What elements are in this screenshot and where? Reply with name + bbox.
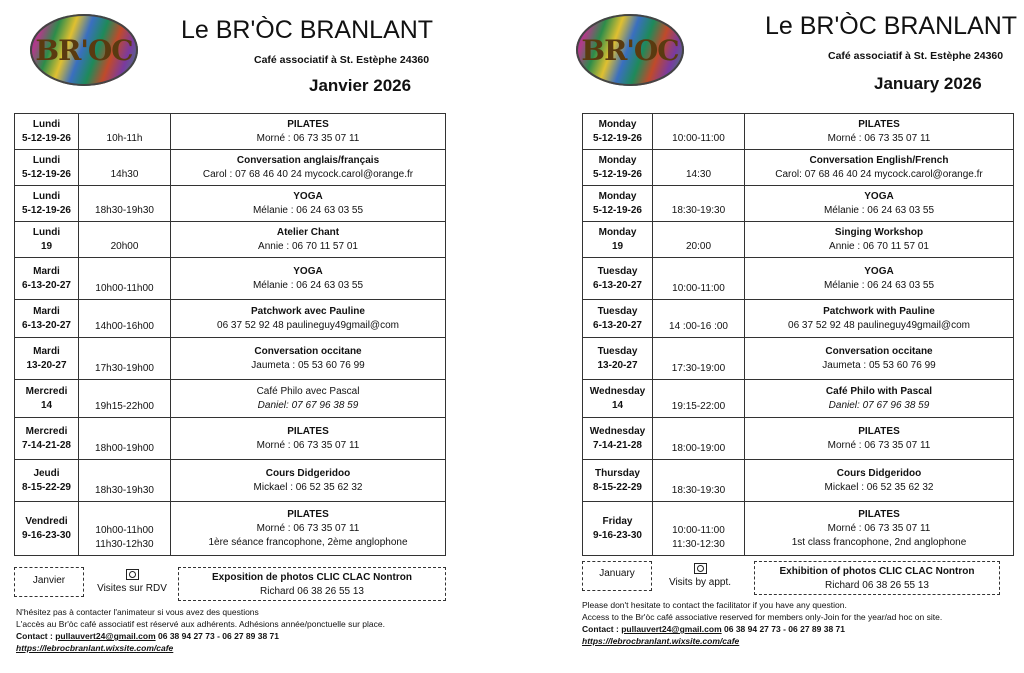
activity-name: YOGA — [864, 265, 894, 277]
day-name: Wednesday — [589, 385, 646, 397]
expo-contact: Richard 06 38 26 55 13 — [825, 580, 929, 591]
day-cell — [15, 222, 79, 258]
time-cell — [653, 186, 745, 222]
cafe-subtitle: Café associatif à St. Estèphe 24360 — [828, 50, 1004, 62]
activity-contact: 06 37 52 92 48 paulineguy49gmail@com — [217, 319, 399, 331]
day-dates: 7-14-21-28 — [22, 439, 71, 451]
time-slot: 19h15-22h00 — [95, 401, 154, 412]
day-dates: 5-12-19-26 — [22, 168, 71, 180]
day-dates: 6-13-20-27 — [22, 279, 71, 291]
activity-cell — [745, 380, 1014, 418]
day-cell — [15, 300, 79, 338]
activity-cell — [171, 460, 446, 502]
activity-cell — [171, 502, 446, 556]
day-cell — [15, 338, 79, 380]
activity-name: PILATES — [858, 118, 900, 130]
day-name: Tuesday — [597, 345, 638, 357]
time-cell — [79, 186, 171, 222]
time-cell — [79, 418, 171, 460]
expo-visits-text: Visits by appt. — [668, 577, 732, 588]
activity-contact: Jaumeta : 05 53 60 76 99 — [251, 359, 365, 371]
day-dates: 6-13-20-27 — [593, 319, 642, 331]
activity-name: Conversation English/French — [809, 154, 949, 166]
camera-icon — [694, 563, 707, 574]
day-name: Wednesday — [589, 425, 646, 437]
contact-phones: 06 38 94 27 73 - 06 27 89 38 71 — [158, 631, 279, 641]
time-cell — [653, 150, 745, 186]
schedule-table — [14, 113, 446, 556]
day-cell — [583, 150, 653, 186]
day-name: Mardi — [33, 345, 60, 357]
activity-contact: Morné : 06 73 35 07 11 — [827, 132, 931, 144]
expo-visits — [656, 560, 744, 588]
activity-contact: Carol: 07 68 46 40 24 mycock.carol@orange.fr — [775, 168, 983, 180]
activity-cell — [745, 186, 1014, 222]
activity-cell — [171, 300, 446, 338]
logo-text: BR'OC — [35, 34, 133, 67]
footer-contact — [16, 630, 385, 642]
logo-text: BR'OC — [581, 34, 679, 67]
day-dates: 6-13-20-27 — [593, 279, 642, 291]
activity-cell — [171, 338, 446, 380]
day-name: Thursday — [594, 467, 640, 479]
day-name: Lundi — [32, 190, 61, 202]
activity-contact: Morné : 06 73 35 07 11 — [256, 439, 360, 451]
activity-contact: Daniel: 07 67 96 38 59 — [828, 399, 930, 411]
time-slot: 10:00-11:00 — [672, 525, 725, 536]
time-slot: 10:00-11:00 — [672, 283, 725, 294]
day-dates: 19 — [40, 240, 53, 252]
expo-month-box — [14, 567, 84, 597]
day-cell — [15, 380, 79, 418]
schedule-row — [15, 460, 446, 502]
contact-label: Contact : — [16, 631, 53, 641]
time-cell — [79, 258, 171, 300]
time-slot: 17:30-19:00 — [671, 363, 726, 374]
day-name: Monday — [598, 226, 637, 238]
expo-title: Exhibition of photos CLIC CLAC Nontron — [779, 566, 975, 577]
month-title: Janvier 2026 — [309, 76, 412, 95]
flyer-english — [566, 0, 1024, 673]
schedule-row — [583, 222, 1014, 258]
schedule-row — [15, 114, 446, 150]
day-name: Monday — [598, 118, 637, 130]
activity-name: YOGA — [864, 190, 894, 202]
activity-cell — [745, 418, 1014, 460]
day-dates: 5-12-19-26 — [593, 204, 642, 216]
activity-name: Patchwork with Pauline — [823, 305, 935, 317]
time-cell — [653, 418, 745, 460]
activity-name: PILATES — [287, 425, 329, 437]
day-cell — [583, 222, 653, 258]
day-cell — [583, 186, 653, 222]
day-name: Lundi — [32, 154, 61, 166]
schedule-row — [15, 186, 446, 222]
time-slot: 18:30-19:30 — [671, 205, 726, 216]
time-cell — [79, 300, 171, 338]
activity-name: Cours Didgeridoo — [265, 467, 351, 479]
time-cell — [79, 380, 171, 418]
activity-contact: Annie : 06 70 11 57 01 — [258, 240, 358, 252]
expo-title: Exposition de photos CLIC CLAC Nontron — [212, 572, 412, 583]
time-slot: 10h-11h — [106, 133, 143, 144]
day-dates: 8-15-22-29 — [22, 481, 71, 493]
time-cell — [79, 460, 171, 502]
activity-cell — [171, 150, 446, 186]
time-slot: 10h00-11h00 — [95, 283, 154, 294]
activity-cell — [171, 186, 446, 222]
time-slot: 17h30-19h00 — [95, 363, 154, 374]
time-slot: 18:00-19:00 — [671, 443, 726, 454]
time-cell — [653, 380, 745, 418]
cafe-subtitle: Café associatif à St. Estèphe 24360 — [254, 54, 430, 66]
time-cell — [79, 150, 171, 186]
time-cell — [653, 300, 745, 338]
schedule-row — [583, 258, 1014, 300]
time-cell — [79, 114, 171, 150]
footer-line1: N'hésitez pas à contacter l'animateur si vous avez des questions — [16, 607, 259, 617]
schedule-row — [15, 300, 446, 338]
activity-cell — [171, 418, 446, 460]
day-name: Monday — [598, 154, 637, 166]
schedule-row — [583, 460, 1014, 502]
day-cell — [15, 114, 79, 150]
day-dates: 14 — [611, 399, 624, 411]
day-dates: 5-12-19-26 — [593, 168, 642, 180]
activity-contact: Morné : 06 73 35 07 11 — [256, 522, 360, 534]
time-cell — [653, 460, 745, 502]
website-link[interactable]: https://lebrocbranlant.wixsite.com/cafe — [582, 636, 740, 646]
time-slot: 19:15-22:00 — [671, 401, 726, 412]
activity-name: Café Philo with Pascal — [825, 385, 933, 397]
day-name: Friday — [602, 515, 633, 527]
expo-visits — [90, 566, 174, 594]
activity-cell — [171, 114, 446, 150]
contact-email[interactable]: pullauvert24@gmail.com — [621, 624, 722, 634]
day-cell — [583, 114, 653, 150]
activity-cell — [745, 150, 1014, 186]
day-name: Mardi — [33, 305, 60, 317]
activity-name: Singing Workshop — [834, 226, 924, 238]
time-cell — [79, 338, 171, 380]
activity-name: PILATES — [287, 508, 329, 520]
day-dates: 13-20-27 — [26, 359, 67, 371]
day-dates: 6-13-20-27 — [22, 319, 71, 331]
time-cell — [653, 338, 745, 380]
time-slot: 18:30-19:30 — [671, 485, 726, 496]
expo-month: Janvier — [32, 575, 66, 586]
schedule-row — [583, 150, 1014, 186]
time-slot: 10:00-11:00 — [672, 133, 725, 144]
day-dates: 5-12-19-26 — [593, 132, 642, 144]
footer — [16, 606, 385, 654]
flyer-french — [0, 0, 466, 673]
schedule-row — [15, 258, 446, 300]
camera-icon — [126, 569, 139, 580]
time-cell — [653, 222, 745, 258]
schedule-row — [583, 114, 1014, 150]
day-dates: 8-15-22-29 — [593, 481, 642, 493]
schedule-row — [15, 338, 446, 380]
day-dates: 5-12-19-26 — [22, 132, 71, 144]
activity-cell — [745, 300, 1014, 338]
footer-contact — [582, 623, 942, 635]
activity-contact: Morné : 06 73 35 07 11 — [256, 132, 360, 144]
activity-cell — [745, 114, 1014, 150]
activity-name: Atelier Chant — [276, 226, 340, 238]
activity-note: 1ère séance francophone, 2ème anglophone — [208, 536, 408, 548]
time-slot-2: 11:30-12:30 — [672, 539, 725, 550]
time-slot: 18h30-19h30 — [95, 205, 154, 216]
activity-name: YOGA — [293, 265, 323, 277]
activity-cell — [745, 502, 1014, 556]
schedule-row — [583, 186, 1014, 222]
time-slot: 14 :00-16 :00 — [669, 321, 728, 332]
day-dates: 9-16-23-30 — [593, 529, 642, 541]
day-name: Monday — [598, 190, 637, 202]
activity-cell — [745, 338, 1014, 380]
time-slot: 18h30-19h30 — [95, 485, 154, 496]
contact-label: Contact : — [582, 624, 619, 634]
time-slot: 14:30 — [685, 169, 712, 180]
schedule-row — [15, 418, 446, 460]
day-cell — [15, 418, 79, 460]
expo-box — [178, 567, 446, 601]
day-name: Jeudi — [33, 467, 60, 479]
day-dates: 5-12-19-26 — [22, 204, 71, 216]
activity-name: Conversation occitane — [254, 345, 362, 357]
schedule-row — [15, 222, 446, 258]
day-cell — [583, 380, 653, 418]
activity-cell — [171, 258, 446, 300]
contact-phones: 06 38 94 27 73 - 06 27 89 38 71 — [724, 624, 845, 634]
cafe-logo — [576, 14, 684, 86]
schedule-row — [583, 338, 1014, 380]
activity-note: 1st class francophone, 2nd anglophone — [791, 536, 967, 548]
activity-name: Cours Didgeridoo — [836, 467, 922, 479]
day-cell — [583, 502, 653, 556]
expo-month: January — [599, 568, 635, 579]
activity-name: Patchwork avec Pauline — [251, 305, 365, 317]
activity-name: PILATES — [287, 118, 329, 130]
day-name: Tuesday — [597, 265, 638, 277]
activity-name: Conversation occitane — [825, 345, 933, 357]
time-slot: 14h30 — [110, 169, 139, 180]
schedule-table — [582, 113, 1014, 556]
time-slot: 20:00 — [685, 241, 712, 252]
schedule-row — [583, 380, 1014, 418]
expo-contact: Richard 06 38 26 55 13 — [260, 586, 364, 597]
activity-contact: Carol : 07 68 46 40 24 mycock.carol@orange.fr — [202, 168, 414, 180]
day-cell — [583, 418, 653, 460]
schedule-row — [583, 418, 1014, 460]
activity-name: Café Philo avec Pascal — [256, 385, 360, 397]
activity-cell — [745, 222, 1014, 258]
day-cell — [583, 338, 653, 380]
activity-cell — [171, 380, 446, 418]
time-slot-2: 11h30-12h30 — [95, 539, 154, 550]
schedule-row — [15, 380, 446, 418]
day-name: Lundi — [32, 118, 61, 130]
footer-line2: L'accès au Br'òc café associatif est réservé aux adhérents. Adhésions année/ponctuelle sur place. — [16, 619, 385, 629]
activity-contact: Mickael : 06 52 35 62 32 — [824, 481, 934, 493]
time-cell — [653, 258, 745, 300]
footer — [582, 599, 942, 647]
cafe-title: Le BR'ÒC BRANLANT — [181, 16, 434, 44]
schedule-row — [583, 502, 1014, 556]
day-cell — [15, 186, 79, 222]
expo-month-box — [582, 561, 652, 591]
activity-contact: Daniel: 07 67 96 38 59 — [257, 399, 359, 411]
day-cell — [15, 460, 79, 502]
day-cell — [583, 460, 653, 502]
activity-contact: Morné : 06 73 35 07 11 — [827, 522, 931, 534]
expo-visits-text: Visites sur RDV — [97, 583, 167, 594]
day-name: Mercredi — [25, 425, 68, 437]
activity-contact: Jaumeta : 05 53 60 76 99 — [822, 359, 936, 371]
activity-cell — [745, 460, 1014, 502]
activity-contact: 06 37 52 92 48 paulineguy49gmail@com — [788, 319, 970, 331]
day-name: Mercredi — [25, 385, 68, 397]
day-dates: 7-14-21-28 — [593, 439, 642, 451]
day-dates: 9-16-23-30 — [22, 529, 71, 541]
schedule-row — [583, 300, 1014, 338]
month-title: January 2026 — [874, 74, 982, 93]
day-cell — [583, 300, 653, 338]
activity-name: PILATES — [858, 508, 900, 520]
day-cell — [15, 502, 79, 556]
activity-contact: Mélanie : 06 24 63 03 55 — [823, 279, 935, 291]
day-dates: 13-20-27 — [597, 359, 638, 371]
contact-email[interactable]: pullauvert24@gmail.com — [55, 631, 156, 641]
activity-contact: Mélanie : 06 24 63 03 55 — [252, 279, 364, 291]
cafe-logo — [30, 14, 138, 86]
day-name: Mardi — [33, 265, 60, 277]
day-name: Lundi — [32, 226, 61, 238]
activity-contact: Mickael : 06 52 35 62 32 — [253, 481, 363, 493]
day-cell — [15, 150, 79, 186]
time-cell — [653, 502, 745, 556]
day-cell — [583, 258, 653, 300]
schedule-row — [15, 150, 446, 186]
expo-box — [754, 561, 1000, 595]
activity-cell — [745, 258, 1014, 300]
activity-contact: Annie : 06 70 11 57 01 — [829, 240, 929, 252]
activity-contact: Mélanie : 06 24 63 03 55 — [252, 204, 364, 216]
day-dates: 19 — [611, 240, 624, 252]
schedule-row — [15, 502, 446, 556]
day-name: Vendredi — [25, 515, 68, 527]
activity-contact: Mélanie : 06 24 63 03 55 — [823, 204, 935, 216]
footer-line1: Please don't hesitate to contact the facilitator if you have any question. — [582, 600, 847, 610]
activity-contact: Morné : 06 73 35 07 11 — [827, 439, 931, 451]
day-name: Tuesday — [597, 305, 638, 317]
time-slot: 14h00-16h00 — [95, 321, 154, 332]
day-cell — [15, 258, 79, 300]
time-slot: 10h00-11h00 — [95, 525, 154, 536]
website-link[interactable]: https://lebrocbranlant.wixsite.com/cafe — [16, 643, 174, 653]
day-dates: 14 — [40, 399, 53, 411]
time-cell — [79, 502, 171, 556]
time-cell — [79, 222, 171, 258]
footer-line2: Access to the Br'òc café associative reserved for members only-Join for the year/ad hoc on site. — [582, 612, 943, 622]
activity-name: YOGA — [293, 190, 323, 202]
cafe-title: Le BR'ÒC BRANLANT — [765, 12, 1018, 40]
activity-name: PILATES — [858, 425, 900, 437]
time-slot: 18h00-19h00 — [95, 443, 154, 454]
activity-name: Conversation anglais/français — [236, 154, 380, 166]
activity-cell — [171, 222, 446, 258]
time-slot: 20h00 — [110, 241, 139, 252]
time-cell — [653, 114, 745, 150]
